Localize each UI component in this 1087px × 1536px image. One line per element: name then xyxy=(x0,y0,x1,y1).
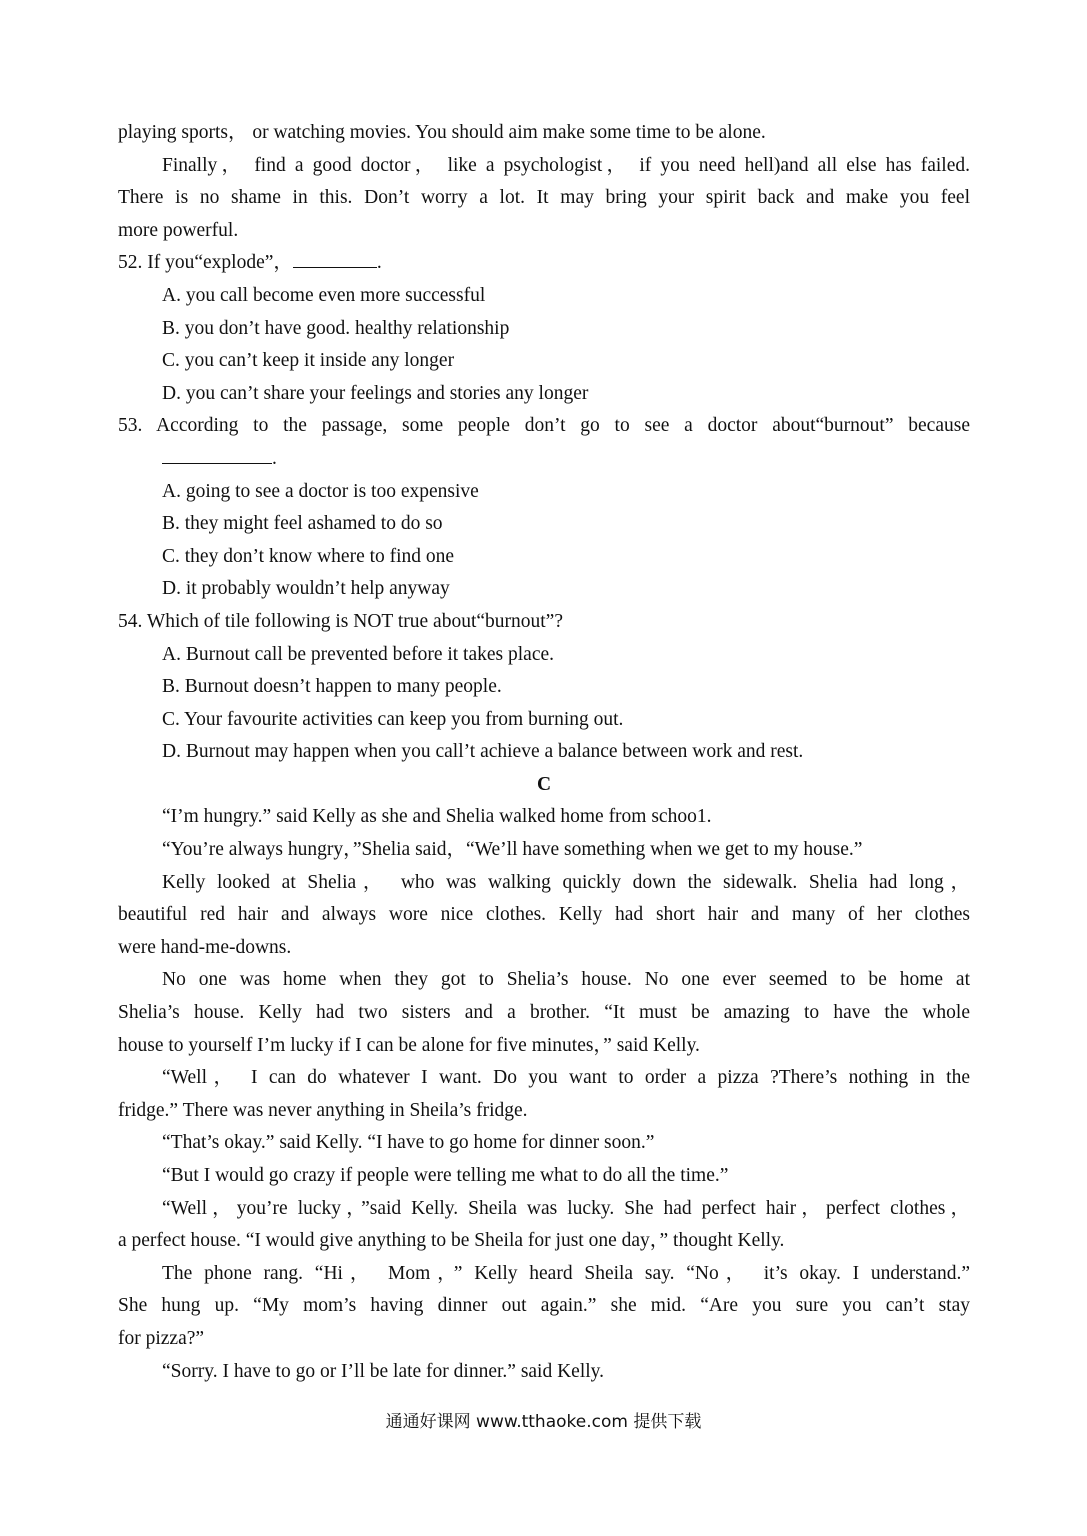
story-line: “You’re always hungry，”Shelia said，“We’ll have something when we get to my house.” xyxy=(162,839,863,861)
story-line: for pizza?” xyxy=(118,1327,205,1349)
story-line: “That’s okay.” said Kelly. “I have to go home for dinner soon.” xyxy=(162,1132,655,1154)
document-page xyxy=(118,117,970,1388)
section-heading: C xyxy=(536,773,552,795)
question-stem-end: . xyxy=(272,447,277,469)
option-a: A. you call become even more successful xyxy=(162,284,486,306)
option-d: D. Burnout may happen when you call’t achieve a balance between work and rest. xyxy=(162,741,804,763)
story-line: “But I would go crazy if people were telling me what to do all the time.” xyxy=(162,1165,729,1186)
option-b: B. Burnout doesn’t happen to many people. xyxy=(162,676,502,698)
story-line: Kelly looked at Shelia， who was walking quickly down the sidewalk. Shelia had long， xyxy=(162,871,970,893)
story-line: “Well， I can do whatever I want. Do you want to order a pizza ?There’s nothing in the xyxy=(162,1067,970,1089)
question-number: 53. xyxy=(118,415,143,437)
option-c: C. they don’t know where to find one xyxy=(162,545,455,567)
option-c: C. you can’t keep it inside any longer xyxy=(162,350,455,372)
story-line: house to yourself I’m lucky if I can be alone for five minutes，” said Kelly. xyxy=(118,1034,700,1056)
question-52-stem xyxy=(118,247,970,280)
question-text: Which of tile following is NOT true about“burnout”? xyxy=(146,610,563,632)
option-c: C. Your favourite activities can keep you from burning out. xyxy=(162,708,624,730)
question-text: According to the passage, some people don’t go to see a doctor about“burnout” because xyxy=(156,415,970,437)
question-53-stem xyxy=(118,410,970,443)
passage-line: playing sports， or watching movies. You should aim make some time to be alone. xyxy=(118,122,766,143)
story-line: beautiful red hair and always wore nice clothes. Kelly had short hair and many of her clothes xyxy=(118,904,970,926)
story-line: “I’m hungry.” said Kelly as she and Shelia walked home from schoo1. xyxy=(162,806,712,828)
option-a: A. going to see a doctor is too expensive xyxy=(162,480,479,502)
story-line: Shelia’s house. Kelly had two sisters and a brother. “It must be amazing to have the whole xyxy=(118,1002,970,1024)
page-footer: 通通好课网 www.tthaoke.com 提供下载 xyxy=(385,1412,702,1432)
option-d: D. it probably wouldn’t help anyway xyxy=(162,578,450,600)
answer-blank xyxy=(162,443,272,464)
question-number: 52. xyxy=(118,252,143,274)
question-number: 54. xyxy=(118,610,143,632)
story-line: No one was home when they got to Shelia’s house. No one ever seemed to be home at xyxy=(162,969,970,991)
option-b: B. you don’t have good. healthy relationship xyxy=(162,317,510,339)
story-line: a perfect house. “I would give anything to be Sheila for just one day，” thought Kelly. xyxy=(118,1230,785,1252)
question-54-stem xyxy=(118,606,970,639)
question-53-blank-line xyxy=(118,443,970,476)
story-line: “Sorry. I have to go or I’ll be late for dinner.” said Kelly. xyxy=(162,1360,605,1382)
story-line: were hand-me-downs. xyxy=(118,936,292,958)
question-text: If you“explode”， xyxy=(147,252,293,274)
option-b: B. they might feel ashamed to do so xyxy=(162,513,443,535)
passage-line: more powerful. xyxy=(118,219,239,241)
story-line: fridge.” There was never anything in Sheila’s fridge. xyxy=(118,1099,528,1121)
option-d: D. you can’t share your feelings and stories any longer xyxy=(162,382,589,404)
story-line: She hung up. “My mom’s having dinner out again.” she mid. “Are you sure you can’t stay xyxy=(118,1295,970,1317)
passage-line: There is no shame in this. Don’t worry a lot. It may bring your spirit back and make you feel xyxy=(118,187,970,209)
passage-line: Finally， find a good doctor， like a psychologist， if you need hell)and all else has failed. xyxy=(162,154,970,176)
story-line: “Well，you’re lucky，”said Kelly. Sheila was lucky. She had perfect hair，perfect clothes， xyxy=(162,1197,970,1219)
answer-blank xyxy=(293,247,377,268)
story-line: The phone rang. “Hi， Mom，” Kelly heard Sheila say. “No， it’s okay. I understand.” xyxy=(162,1262,970,1284)
question-stem-end: . xyxy=(376,252,382,274)
option-a: A. Burnout call be prevented before it takes place. xyxy=(162,643,555,665)
